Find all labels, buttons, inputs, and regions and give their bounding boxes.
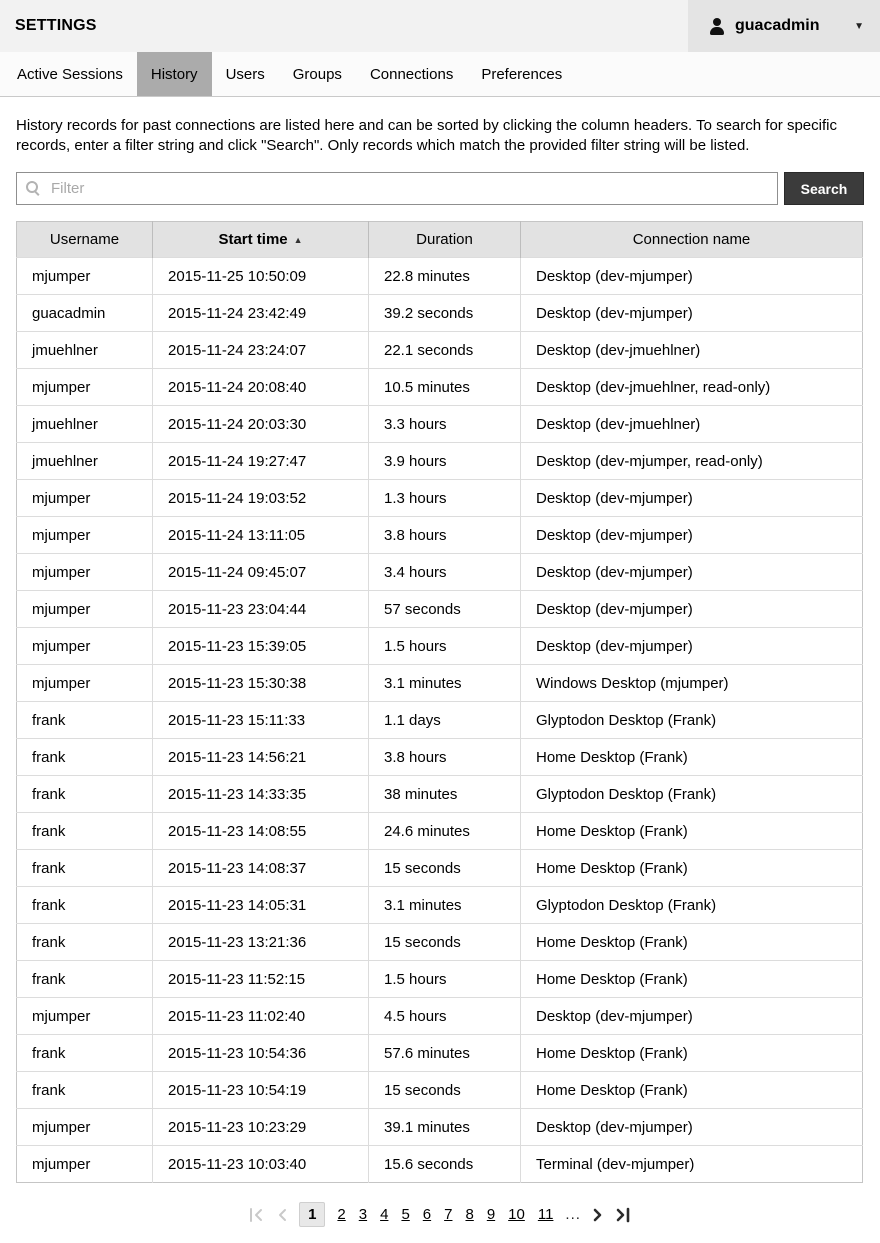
page-link[interactable]: 4 [380,1206,389,1223]
cell-connection-name: Home Desktop (Frank) [521,961,863,998]
cell-username: frank [17,776,153,813]
cell-duration: 22.8 minutes [369,258,521,295]
cell-start-time: 2015-11-23 10:03:40 [153,1146,369,1183]
table-row [17,850,863,887]
cell-duration: 3.8 hours [369,517,521,554]
sort-ascending-icon: ▲ [293,235,303,245]
cell-connection-name: Terminal (dev-mjumper) [521,1146,863,1183]
table-row [17,1146,863,1183]
cell-connection-name: Home Desktop (Frank) [521,850,863,887]
table-row [17,961,863,998]
cell-connection-name: Desktop (dev-jmuehlner) [521,406,863,443]
page-link[interactable]: 1 [299,1202,325,1227]
cell-username: guacadmin [17,295,153,332]
table-row [17,998,863,1035]
table-row [17,1109,863,1146]
cell-start-time: 2015-11-23 14:05:31 [153,887,369,924]
page-link[interactable]: 10 [508,1206,525,1223]
cell-duration: 3.1 minutes [369,887,521,924]
user-menu-button[interactable] [688,0,880,52]
cell-username: mjumper [17,665,153,702]
cell-duration: 15 seconds [369,1072,521,1109]
page-link[interactable]: 7 [444,1206,453,1223]
cell-duration: 1.5 hours [369,628,521,665]
page-link[interactable]: 3 [358,1206,368,1223]
cell-connection-name: Desktop (dev-mjumper) [521,480,863,517]
cell-start-time: 2015-11-23 11:02:40 [153,998,369,1035]
table-row [17,924,863,961]
cell-connection-name: Glyptodon Desktop (Frank) [521,776,863,813]
cell-duration: 38 minutes [369,776,521,813]
cell-connection-name: Home Desktop (Frank) [521,924,863,961]
cell-username: frank [17,1072,153,1109]
cell-duration: 1.5 hours [369,961,521,998]
settings-tab-bar [0,52,880,97]
caret-down-icon: ▼ [854,20,864,32]
cell-connection-name: Desktop (dev-mjumper) [521,1109,863,1146]
page-ellipsis: ... [565,1206,581,1223]
cell-duration: 3.8 hours [369,739,521,776]
table-row [17,517,863,554]
cell-username: mjumper [17,369,153,406]
filter-input[interactable] [49,179,768,198]
cell-connection-name: Desktop (dev-mjumper) [521,517,863,554]
cell-connection-name: Glyptodon Desktop (Frank) [521,702,863,739]
cell-connection-name: Glyptodon Desktop (Frank) [521,887,863,924]
table-row [17,1072,863,1109]
next-page-icon[interactable] [592,1207,604,1223]
search-icon [26,181,41,196]
cell-start-time: 2015-11-23 14:08:55 [153,813,369,850]
cell-username: frank [17,887,153,924]
cell-connection-name: Desktop (dev-jmuehlner, read-only) [521,369,863,406]
tab-history[interactable]: History [137,52,212,96]
page-link[interactable]: 6 [422,1206,432,1223]
cell-username: mjumper [17,258,153,295]
cell-duration: 15 seconds [369,850,521,887]
cell-start-time: 2015-11-24 20:03:30 [153,406,369,443]
cell-username: mjumper [17,517,153,554]
cell-start-time: 2015-11-23 14:08:37 [153,850,369,887]
cell-connection-name: Desktop (dev-mjumper, read-only) [521,443,863,480]
column-header-duration[interactable]: Duration [369,222,521,258]
table-row [17,1035,863,1072]
cell-duration: 1.3 hours [369,480,521,517]
cell-username: jmuehlner [17,406,153,443]
cell-connection-name: Windows Desktop (mjumper) [521,665,863,702]
cell-start-time: 2015-11-23 14:56:21 [153,739,369,776]
cell-start-time: 2015-11-23 23:04:44 [153,591,369,628]
cell-duration: 10.5 minutes [369,369,521,406]
cell-username: mjumper [17,1109,153,1146]
table-row [17,628,863,665]
cell-start-time: 2015-11-24 19:03:52 [153,480,369,517]
cell-duration: 3.9 hours [369,443,521,480]
cell-username: mjumper [17,591,153,628]
table-row [17,813,863,850]
cell-duration: 3.4 hours [369,554,521,591]
cell-duration: 3.1 minutes [369,665,521,702]
table-row [17,665,863,702]
cell-duration: 39.2 seconds [369,295,521,332]
cell-connection-name: Desktop (dev-mjumper) [521,628,863,665]
cell-connection-name: Desktop (dev-mjumper) [521,591,863,628]
cell-connection-name: Home Desktop (Frank) [521,1072,863,1109]
page-link[interactable]: 2 [337,1206,346,1223]
cell-start-time: 2015-11-24 13:11:05 [153,517,369,554]
cell-connection-name: Desktop (dev-mjumper) [521,998,863,1035]
column-header-start-time[interactable] [153,222,369,258]
column-header-username[interactable]: Username [17,222,153,258]
table-row [17,739,863,776]
cell-start-time: 2015-11-23 10:54:36 [153,1035,369,1072]
cell-duration: 39.1 minutes [369,1109,521,1146]
history-table [16,221,863,1183]
cell-username: frank [17,1035,153,1072]
page-title: SETTINGS [15,17,97,34]
history-table-body [17,258,863,1183]
cell-start-time: 2015-11-24 23:42:49 [153,295,369,332]
tab-preferences[interactable]: Preferences [481,65,563,83]
page-link[interactable]: 11 [537,1206,554,1223]
cell-connection-name: Desktop (dev-jmuehlner) [521,332,863,369]
cell-start-time: 2015-11-23 15:39:05 [153,628,369,665]
cell-start-time: 2015-11-24 09:45:07 [153,554,369,591]
cell-start-time: 2015-11-23 11:52:15 [153,961,369,998]
cell-username: frank [17,924,153,961]
cell-username: jmuehlner [17,443,153,480]
cell-start-time: 2015-11-23 14:33:35 [153,776,369,813]
table-row [17,776,863,813]
column-header-start-time-label: Start time [218,231,288,248]
cell-duration: 57 seconds [369,591,521,628]
table-row [17,258,863,295]
app-header [0,0,880,52]
last-page-icon[interactable] [615,1207,632,1223]
table-row [17,480,863,517]
user-icon [708,18,726,35]
cell-username: frank [17,961,153,998]
cell-connection-name: Desktop (dev-mjumper) [521,554,863,591]
table-row [17,554,863,591]
cell-start-time: 2015-11-23 13:21:36 [153,924,369,961]
cell-username: mjumper [17,480,153,517]
filter-box [16,172,778,205]
cell-duration: 3.3 hours [369,406,521,443]
tab-active-sessions[interactable]: Active Sessions [17,65,123,83]
cell-username: frank [17,739,153,776]
history-panel [0,97,880,1243]
table-row [17,406,863,443]
table-row [17,295,863,332]
cell-connection-name: Home Desktop (Frank) [521,813,863,850]
cell-start-time: 2015-11-23 10:54:19 [153,1072,369,1109]
cell-connection-name: Home Desktop (Frank) [521,739,863,776]
column-header-connection-name[interactable]: Connection name [521,222,863,258]
cell-duration: 22.1 seconds [369,332,521,369]
history-description: History records for past connections are listed here and can be sorted by clicking the column headers. To search for specific records, enter a filter string and click "Search". Only records which match the provided filter string will be listed. [16,117,837,154]
table-row [17,332,863,369]
cell-duration: 15.6 seconds [369,1146,521,1183]
cell-username: mjumper [17,554,153,591]
cell-username: frank [17,813,153,850]
filter-row [16,172,864,205]
cell-start-time: 2015-11-23 15:11:33 [153,702,369,739]
cell-username: frank [17,702,153,739]
cell-start-time: 2015-11-24 23:24:07 [153,332,369,369]
tab-users[interactable]: Users [225,65,265,83]
tab-connections[interactable]: Connections [369,65,454,83]
cell-start-time: 2015-11-25 10:50:09 [153,258,369,295]
search-button[interactable]: Search [784,172,864,205]
cell-username: mjumper [17,628,153,665]
table-row [17,887,863,924]
cell-start-time: 2015-11-24 20:08:40 [153,369,369,406]
cell-duration: 24.6 minutes [369,813,521,850]
cell-username: mjumper [17,1146,153,1183]
page-link[interactable]: 5 [401,1206,410,1223]
table-row [17,443,863,480]
cell-username: frank [17,850,153,887]
cell-connection-name: Home Desktop (Frank) [521,1035,863,1072]
cell-start-time: 2015-11-24 19:27:47 [153,443,369,480]
table-row [17,702,863,739]
page-link[interactable]: 8 [465,1206,474,1223]
table-row [17,369,863,406]
tab-groups[interactable]: Groups [292,65,342,83]
cell-start-time: 2015-11-23 15:30:38 [153,665,369,702]
cell-connection-name: Desktop (dev-mjumper) [521,295,863,332]
table-row [17,591,863,628]
cell-username: jmuehlner [17,332,153,369]
cell-start-time: 2015-11-23 10:23:29 [153,1109,369,1146]
cell-username: mjumper [17,998,153,1035]
table-header-row [17,222,863,258]
user-menu-username: guacadmin [735,17,820,34]
first-page-icon[interactable] [248,1207,265,1223]
cell-duration: 15 seconds [369,924,521,961]
cell-duration: 4.5 hours [369,998,521,1035]
cell-duration: 57.6 minutes [369,1035,521,1072]
cell-duration: 1.1 days [369,702,521,739]
previous-page-icon[interactable] [276,1207,288,1223]
page-link[interactable]: 9 [486,1206,496,1223]
cell-connection-name: Desktop (dev-mjumper) [521,258,863,295]
pagination [16,1183,864,1243]
